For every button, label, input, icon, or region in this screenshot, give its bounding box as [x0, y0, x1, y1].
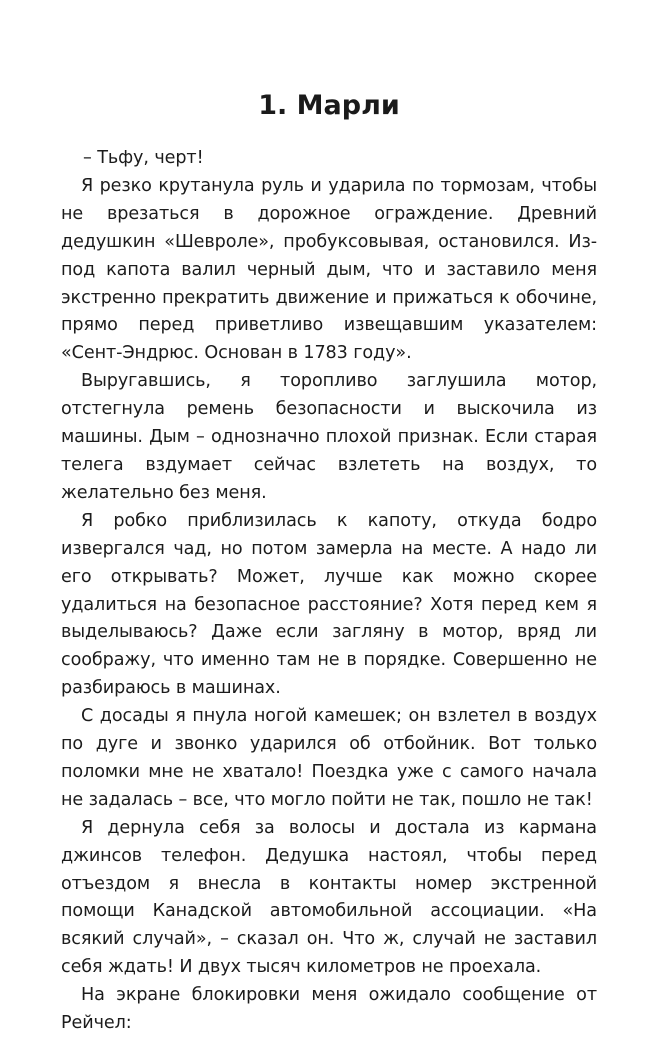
paragraph: Выругавшись, я торопливо заглушила мотор, отстегнула ремень безопасности и выскочила из машины. Дым – однозначно плохой признак. Если старая телега вздумает сейчас взлететь на воздух, то желательно без меня. [61, 371, 597, 503]
paragraph: С досады я пнула ногой камешек; он взлетел в воздух по дуге и звонко ударился об отбойник. Вот только поломки мне не хватало! Поездка уже с самого начала не задалась – все, что могло пойти не так, пошло не так! [61, 706, 597, 810]
paragraph: – Тьфу, черт! [83, 148, 204, 168]
paragraph: Я робко приблизилась к капоту, откуда бодро извергался чад, но потом замерла на месте. А надо ли его открывать? Может, лучше как можно скорее удалиться на безопасное расстояние? Хотя перед кем я выделываюсь? Даже если загляну в мотор, вряд ли соображу, что именно там не в порядке. Совершенно не разбираюсь в машинах. [61, 510, 597, 699]
chapter-text [61, 145, 597, 1038]
paragraph: Я резко крутанула руль и ударила по тормозам, чтобы не врезаться в дорожное ограждение. Древний дедушкин «Шевроле», пробуксовывая, остановился. Из-под капота валил черный дым, что и заставило меня экстренно прекратить движение и прижаться к обочине, прямо перед приветливо извещавшим указателем: «Сент-Эндрюс. Основан в 1783 году». [61, 175, 597, 364]
paragraph: Я дернула себя за волосы и достала из кармана джинсов телефон. Дедушка настоял, чтобы перед отъездом я внесла в контакты номер экстренной помощи Канадской автомобильной ассоциации. «На всякий случай», – сказал он. Что ж, случай не заставил себя ждать! И двух тысяч километров не проехала. [61, 817, 597, 978]
chapter-title: 1. Марли [258, 90, 400, 121]
paragraph: На экране блокировки меня ожидало сообщение от Рейчел: [61, 985, 597, 1034]
